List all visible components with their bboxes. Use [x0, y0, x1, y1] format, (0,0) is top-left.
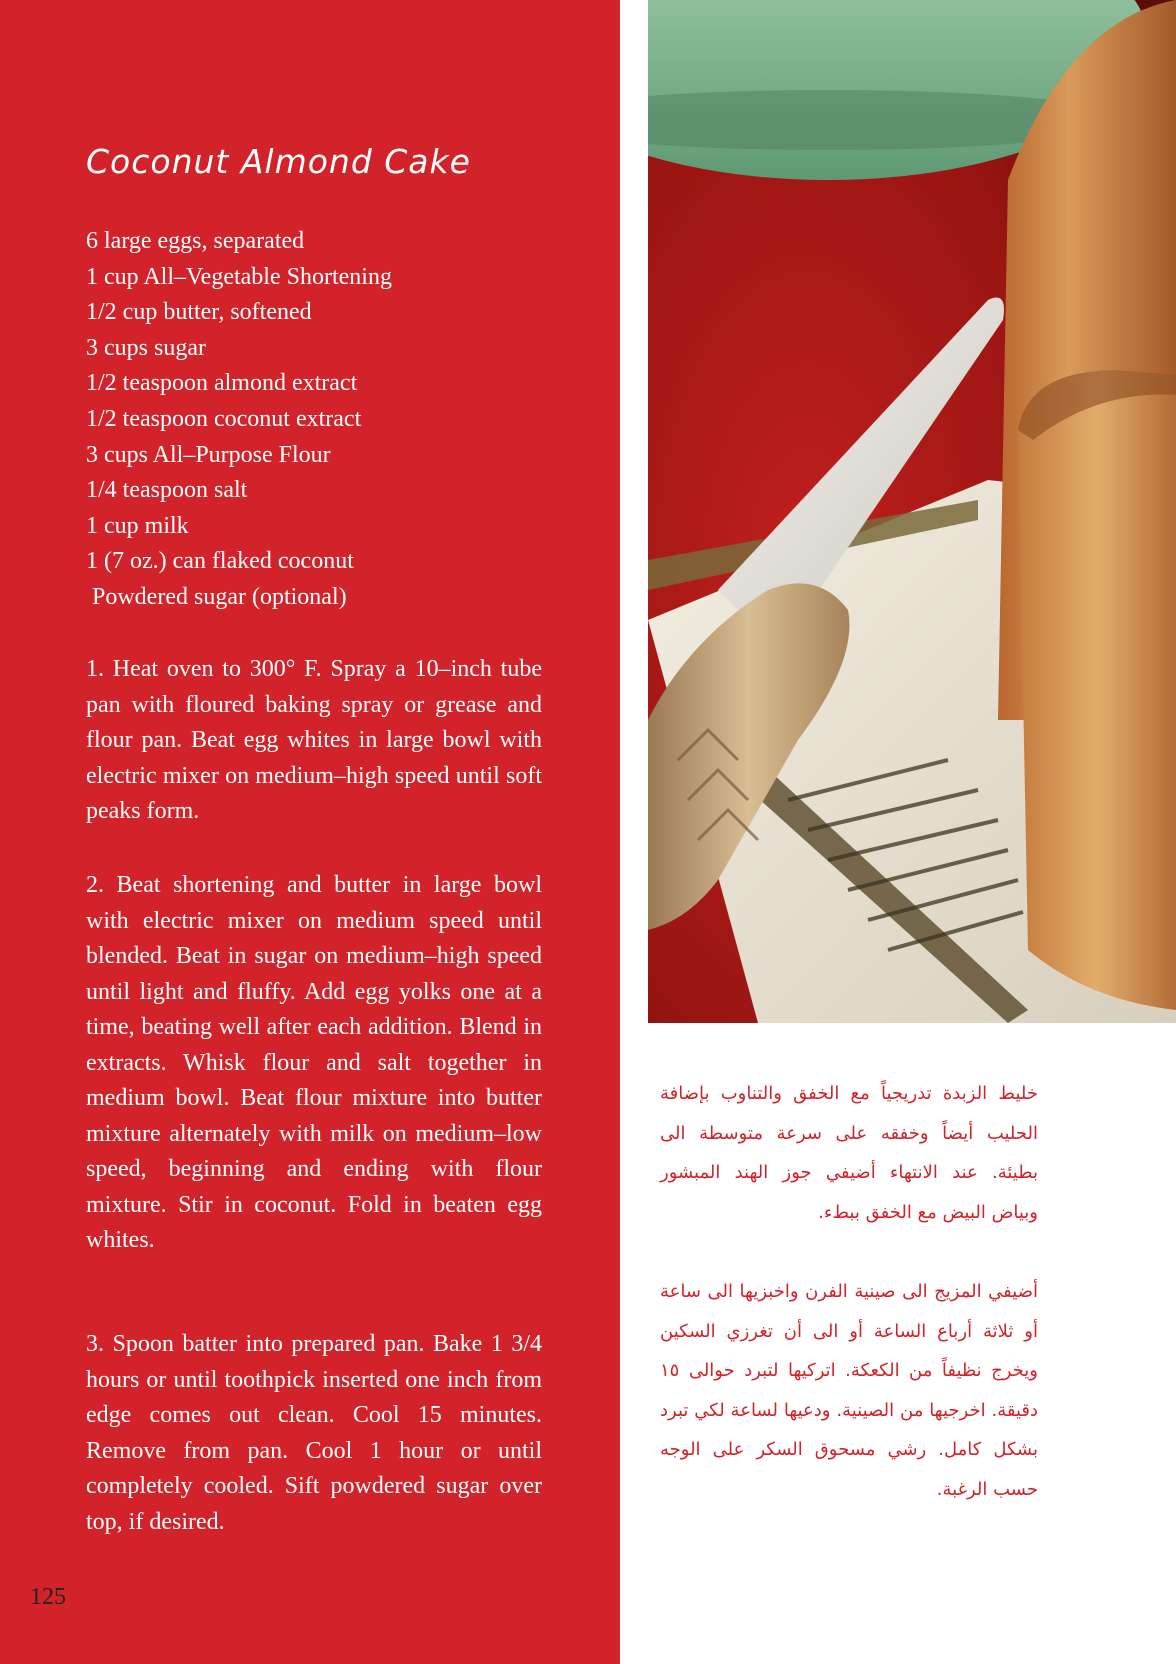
ingredient-item: 1/2 teaspoon coconut extract [86, 405, 362, 432]
cake-photo [648, 0, 1176, 1023]
ingredient-item: 1 (7 oz.) can flaked coconut [86, 548, 354, 575]
step-1: 1. Heat oven to 300° F. Spray a 10–inch tube pan with floured baking spray or grease and flour pan. Beat egg whites in large bowl with electric mixer on medium–high speed until soft peaks form. [86, 656, 542, 824]
ingredient-item: 1/2 cup butter, softened [86, 299, 312, 326]
ingredient-item: 1 cup milk [86, 512, 189, 539]
ingredient-item: 3 cups All–Purpose Flour [86, 441, 331, 468]
recipe-title: Coconut Almond Cake [86, 142, 471, 181]
ingredient-list [86, 224, 392, 616]
ingredient-item: Powdered sugar (optional) [86, 583, 347, 610]
arabic-paragraph-1: خليط الزبدة تدريجياً مع الخفق والتناوب بإضافة الحليب أيضاً وخفقه على سرعة متوسطة الى بطيئة. عند الانتهاء أضيفي جوز الهند المبشور وبياض البيض مع الخفق ببطء. [660, 1083, 1038, 1223]
step-2: 2. Beat shortening and butter in large bowl with electric mixer on medium speed until blended. Beat in sugar on medium–high speed until light and fluffy. Add egg yolks one at a time, beating well after each addition. Blend in extracts. Whisk flour and salt together in medium bowl. Beat flour mixture into butter mixture alternately with milk on medium–low speed, beginning and ending with flour mixture. Stir in coconut. Fold in beaten egg whites. [86, 872, 542, 1253]
step-3: 3. Spoon batter into prepared pan. Bake 1 3/4 hours or until toothpick inserted one inch from edge comes out clean. Cool 15 minutes. Remove from pan. Cool 1 hour or until completely cooled. Sift powdered sugar over top, if desired. [86, 1331, 542, 1535]
ingredient-item: 3 cups sugar [86, 334, 206, 361]
arabic-paragraph-2: أضيفي المزيج الى صينية الفرن واخبزيها الى ساعة أو ثلاثة أرباع الساعة أو الى أن تغرزي السكين ويخرج نظيفاً من الكعكة. اتركيها لتبرد حوالى ١٥ دقيقة. اخرجيها من الصينية. ودعيها لساعة لكي تبرد بشكل كامل. رشي مسحوق السكر على الوجه حسب الرغبة. [660, 1281, 1038, 1500]
ingredient-item: 6 large eggs, separated [86, 228, 305, 254]
ingredient-item: 1 cup All–Vegetable Shortening [86, 263, 392, 290]
ingredient-item: 1/2 teaspoon almond extract [86, 370, 358, 397]
page-number: 125 [30, 1584, 66, 1610]
ingredient-item: 1/4 teaspoon salt [86, 477, 248, 504]
